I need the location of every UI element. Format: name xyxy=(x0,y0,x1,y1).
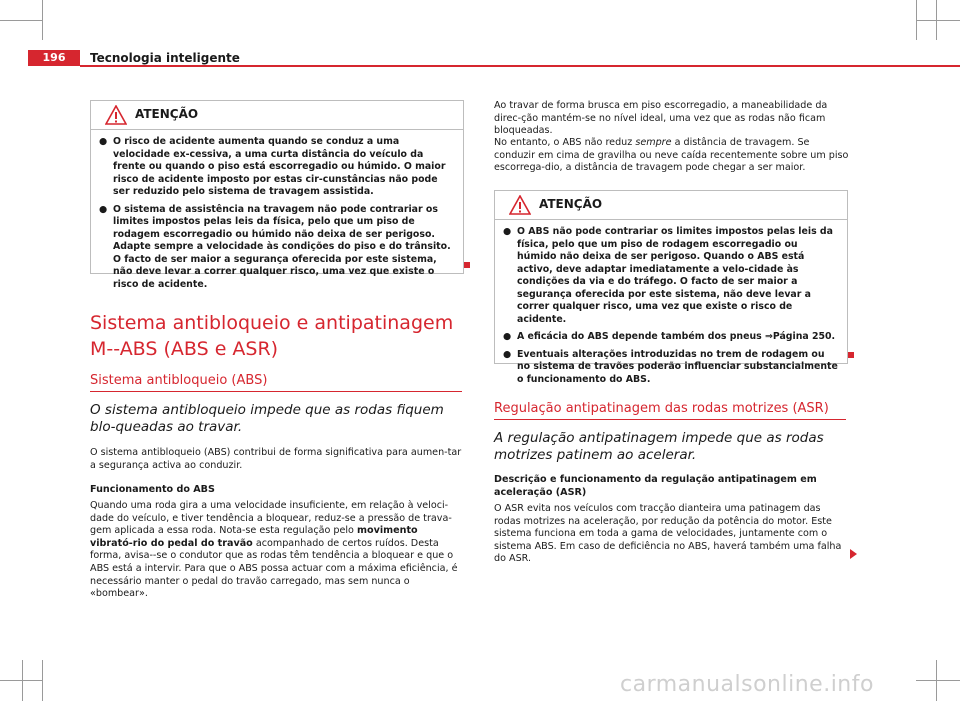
paragraph-text: No entanto, o ABS não reduz xyxy=(494,137,636,148)
warning-item: ● O ABS não pode contrariar os limites impostos pelas leis da física, pelo que um piso de rodagem escorregadio ou húmido não deixa de ser perigoso. Quando o ABS está activo, deve adaptar imediatamente a velo-cidade às condições da via e do tráfego. O facto de ser maior a segurança oferecida por este sistema, não deve levar a correr qualquer risco, uma vez que existe o risco de acidente. xyxy=(503,226,833,325)
abs-function-emphasis: movimento vibrató-rio do pedal do travão xyxy=(90,525,418,549)
crop-mark xyxy=(42,660,43,701)
paragraph-text-cont: a distância de travagem. Se conduzir em cima de gravilha ou neve caída recentemente sobre um piso escorrega-dio, a distância de travagem pode chegar a ser maior. xyxy=(494,137,849,174)
paragraph-italic: sempre xyxy=(635,137,672,148)
intro-paragraph: O sistema antibloqueio (ABS) contribui de forma significativa para aumen-tar a segurança activa ao conduzir. xyxy=(90,447,462,471)
lead-text-asr: A regulação antipatinagem impede que as rodas motrizes patinem ao acelerar. xyxy=(494,430,824,463)
asr-description-paragraph: O ASR evita nos veículos com tracção dianteira uma patinagem das rodas motrizes na aceleração, por redução da potência do motor. Este sistema funciona em toda a gama de velocidades, juntamente com o sistema ABS. Em caso de deficiência no ABS, haverá também uma falha do ASR. xyxy=(494,503,842,565)
warning-body xyxy=(495,220,847,392)
abs-function-text: Quando uma roda gira a uma velocidade insuficiente, em relação à veloci-dade do veículo, e tiver tendência a bloquear, reduz-se a pressão de trava-gem aplicada a essa roda. Nota-se esta regulação pelo xyxy=(90,500,452,537)
crop-mark xyxy=(0,680,42,681)
subsection-rule xyxy=(90,391,462,392)
warning-item: ● O sistema de assistência na travagem não pode contrariar os limites impostos pelas leis da física, pelo que um piso de rodagem escorregadio ou húmido não deixa de ser perigoso. Adapte sempre a velocidade às condições do piso e do trânsito. O facto de ser maior a segurança oferecida por este sistema, não deve levar a correr qualquer risco, uma vez que existe o risco de acidente. xyxy=(99,203,451,290)
right-paragraph-2 xyxy=(494,137,850,175)
crop-mark xyxy=(916,680,960,681)
warning-item: ● A eficácia do ABS depende também dos pneus ⇒Página 250. xyxy=(503,331,836,342)
abs-function-paragraph xyxy=(90,500,462,601)
subheading-abs-function: Funcionamento do ABS xyxy=(90,484,215,495)
warning-box-left xyxy=(90,100,464,290)
end-of-section-mark xyxy=(848,352,854,358)
crop-mark xyxy=(916,20,960,21)
warning-header xyxy=(91,101,463,130)
subsection-title-abs: Sistema antibloqueio (ABS) xyxy=(90,373,268,388)
right-paragraph-1: Ao travar de forma brusca em piso escorregadio, a maneabilidade da direc-ção mantém-se no nível ideal, uma vez que as rodas não ficam bloqueadas. xyxy=(494,100,828,137)
running-header: Tecnologia inteligente xyxy=(90,51,240,65)
warning-body xyxy=(91,130,463,297)
subsection-rule xyxy=(494,419,846,420)
abs-function-text-cont: acompanhado de certos ruídos. Desta forma, avisa--se o condutor que as rodas têm tendência a bloquear e que o ABS está a intervir. Para que o ABS possa actuar com a máxima eficiência, é necessário manter o pedal do travão carregado, mas sem nunca o «bombear». xyxy=(90,537,458,600)
continued-arrow-icon xyxy=(850,549,857,559)
warning-item: ● O risco de acidente aumenta quando se conduz a uma velocidade ex-cessiva, a uma curta distância do veículo da frente ou quando o piso está escorregadio ou húmido. O maior risco de acidente imposto por estas cir-cunstâncias não pode ser reduzido pelo sistema de travagem assistida. xyxy=(99,136,446,197)
warning-title: ATENÇÃO xyxy=(135,107,199,121)
crop-mark xyxy=(42,0,43,40)
lead-text-abs: O sistema antibloqueio impede que as rodas fiquem blo-queadas ao travar. xyxy=(90,402,444,435)
section-title: Sistema antibloqueio e antipatinagem M--ABS (ABS e ASR) xyxy=(90,312,454,360)
warning-title: ATENÇÃO xyxy=(539,197,603,211)
warning-item: ● Eventuais alterações introduzidas no trem de rodagem ou no sistema de travões poderão influenciar substancialmente o funcionamento do ABS. xyxy=(503,348,838,385)
warning-header xyxy=(495,191,847,220)
end-of-section-mark xyxy=(464,262,470,268)
subsection-title-asr: Regulação antipatinagem das rodas motrizes (ASR) xyxy=(494,401,829,416)
warning-box-right xyxy=(494,190,848,385)
page-number: 196 xyxy=(28,50,80,66)
header-rule xyxy=(80,65,960,67)
warning-triangle-icon xyxy=(509,195,531,215)
crop-mark xyxy=(0,20,42,21)
subheading-asr-description: Descrição e funcionamento da regulação antipatinagem em aceleração (ASR) xyxy=(494,474,817,498)
watermark: carmanualsonline.info xyxy=(620,672,874,697)
warning-triangle-icon xyxy=(105,105,127,125)
